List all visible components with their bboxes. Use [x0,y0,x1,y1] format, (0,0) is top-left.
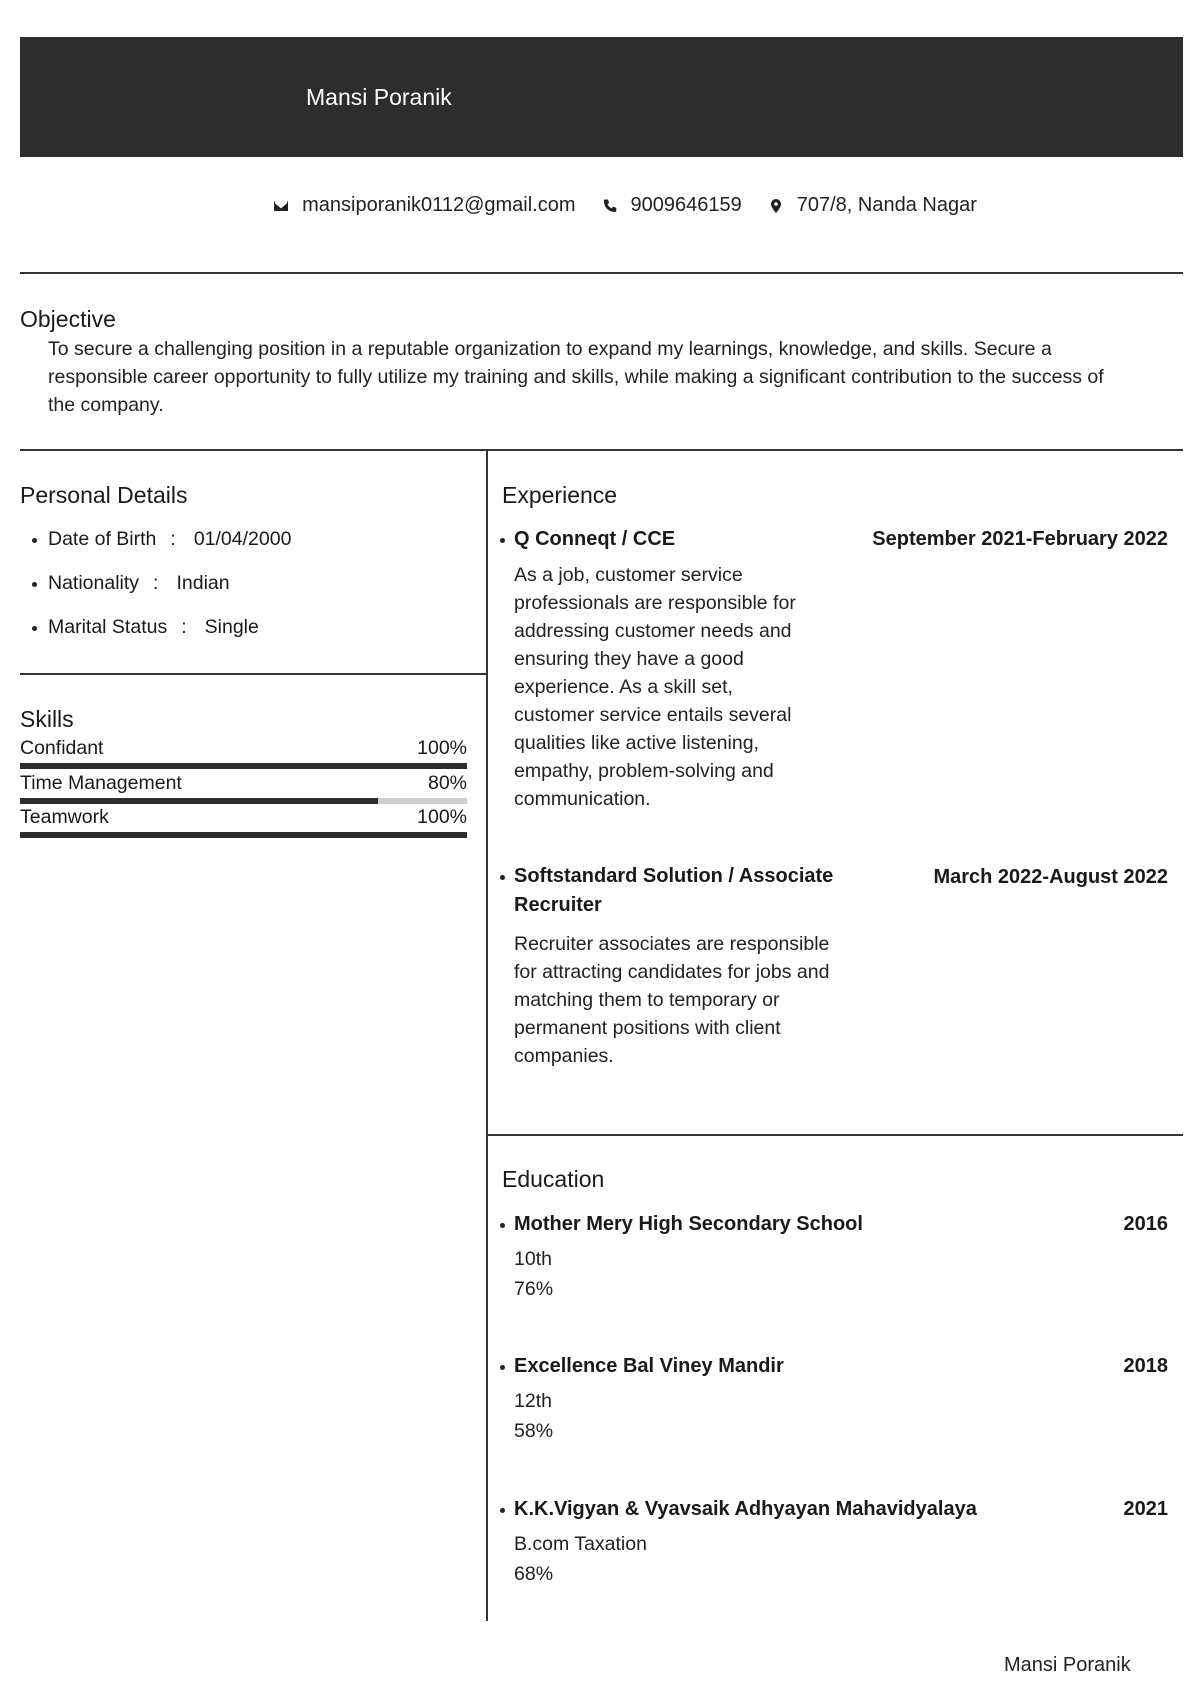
personal-details-list [30,528,291,660]
bullet-icon [32,582,37,587]
education-year: 2018 [1123,1355,1168,1377]
experience-dates: March 2022-August 2022 [933,866,1168,888]
list-item [30,616,291,660]
school-name: Excellence Bal Viney Mandir [514,1355,784,1377]
experience-title: Experience [502,482,618,508]
education-entry [514,1498,1168,1589]
skill-percent: 80% [427,772,467,794]
education-score: 58% [514,1420,554,1442]
skill-percent: 100% [417,737,467,759]
bullet-icon [500,875,505,880]
divider-mid [20,449,1183,451]
column-divider [486,449,488,1621]
school-name: K.K.Vigyan & Vyavsaik Adhyayan Mahavidyalaya [514,1498,977,1520]
skill-row [20,806,467,838]
list-item [30,528,291,572]
education-entry [514,1355,1168,1446]
objective-text: To secure a challenging position in a reputable organization to expand my learnings, knowledge, and skills. Secure a responsible career opportunity to fully utilize my training and skills, while making a significant contribution to the success of the company. [48,338,1104,416]
contact-phone [602,194,742,217]
education-grade: B.com Taxation [514,1533,647,1555]
bullet-icon [500,1223,505,1228]
skill-bar-track [20,763,467,769]
experience-entry [514,866,1168,1070]
education-entry [514,1213,1168,1304]
detail-colon: : [181,616,187,638]
personal-details-title: Personal Details [20,482,188,508]
education-score: 76% [514,1278,554,1300]
education-year: 2021 [1123,1498,1168,1520]
contact-email [273,194,575,217]
skill-row [20,737,467,769]
skill-percent: 100% [417,806,467,828]
phone-icon [602,198,618,214]
detail-value: Indian [176,572,230,594]
skill-bar-fill [20,832,467,838]
experience-description: Recruiter associates are responsible for attracting candidates for jobs and matching them to temporary or permanent positions with client companies. [514,933,830,1067]
skill-row [20,772,467,804]
address-text: 707/8, Nanda Nagar [796,194,977,216]
bullet-icon [32,626,37,631]
detail-colon: : [170,528,176,550]
header-banner [20,37,1183,157]
skill-bar-track [20,832,467,838]
list-item [30,572,291,616]
experience-entry [514,528,1168,813]
school-name: Mother Mery High Secondary School [514,1213,863,1235]
experience-description: As a job, customer service professionals are responsible for addressing customer needs and ensuring they have a good experience. As a skill set, customer service entails several qualities like active listening, empathy, problem-solving and communication. [514,564,796,810]
company-role: Q Conneqt / CCE [514,528,676,550]
detail-label: Date of Birth [48,528,157,550]
divider-left [20,673,486,675]
candidate-name: Mansi Poranik [306,84,452,110]
skill-bar-fill [20,763,467,769]
education-title: Education [502,1166,605,1192]
objective-title: Objective [20,306,116,332]
skill-bar-fill [20,798,378,804]
location-pin-icon [768,198,784,214]
education-score: 68% [514,1563,554,1585]
experience-dates: September 2021-February 2022 [872,528,1168,550]
education-year: 2016 [1123,1213,1168,1235]
detail-value: 01/04/2000 [193,528,292,550]
skills-title: Skills [20,706,74,732]
detail-label: Nationality [48,572,140,594]
education-grade: 10th [514,1248,552,1270]
contact-address [768,194,977,217]
skill-name: Teamwork [20,806,109,828]
education-grade: 12th [514,1390,552,1412]
company-role: Softstandard Solution / Associate Recruiter [514,865,834,916]
divider-top [20,272,1183,274]
divider-right [486,1134,1183,1136]
skill-name: Confidant [20,737,104,759]
skill-name: Time Management [20,772,182,794]
detail-label: Marital Status [48,616,168,638]
bullet-icon [32,538,37,543]
detail-value: Single [204,616,259,638]
phone-text: 9009646159 [630,194,742,216]
detail-colon: : [153,572,159,594]
envelope-icon [273,198,289,214]
contact-bar [0,194,1200,217]
skill-bar-track [20,798,467,804]
bullet-icon [500,1365,505,1370]
footer-name: Mansi Poranik [1004,1654,1131,1676]
bullet-icon [500,538,505,543]
email-text: mansiporanik0112@gmail.com [302,194,576,216]
bullet-icon [500,1508,505,1513]
